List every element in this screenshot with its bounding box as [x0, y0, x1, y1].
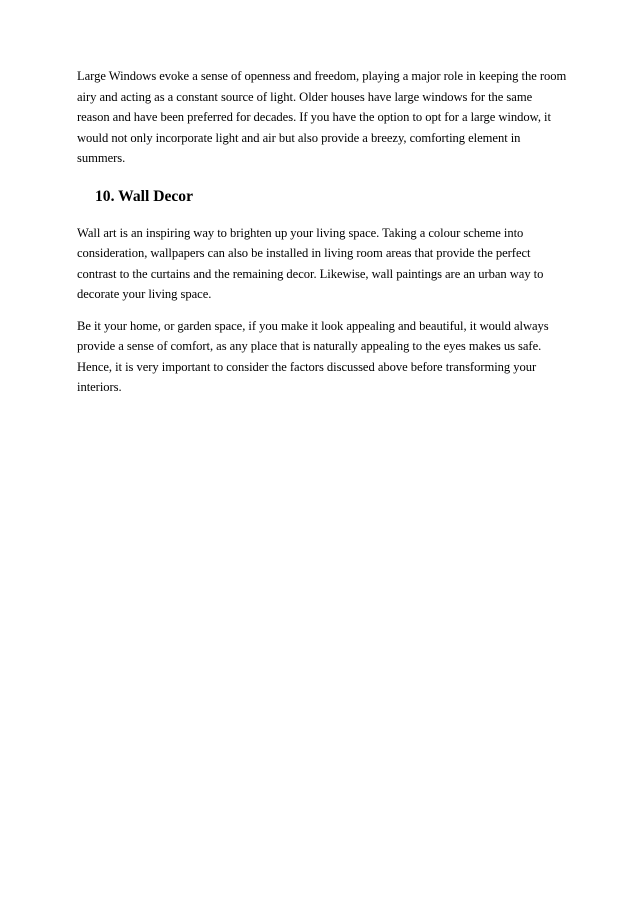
paragraph-large-windows: Large Windows evoke a sense of openness and freedom, playing a major role in keeping the room airy and acting as a constant source of light. Older houses have large windows for the same reason and have been preferred for decades. If you have the option to opt for a large window, it would not only incorporate light and air but also provide a breezy, comforting element in summers.	[77, 69, 567, 165]
document-body	[77, 66, 567, 398]
paragraph-conclusion: Be it your home, or garden space, if you make it look appealing and beautiful, it would always provide a sense of comfort, as any place that is naturally appealing to the eyes makes us safe. Hence, it is very important to consider the factors discussed above before transforming your interiors.	[77, 318, 549, 394]
section-heading-wall-decor: 10. Wall Decor	[95, 187, 194, 205]
paragraph-wall-art: Wall art is an inspiring way to brighten up your living space. Taking a colour scheme into consideration, wallpapers can also be installed in living room areas that provide the perfect contrast to the curtains and the remaining decor. Likewise, wall paintings are an urban way to decorate your living space.	[77, 225, 544, 301]
